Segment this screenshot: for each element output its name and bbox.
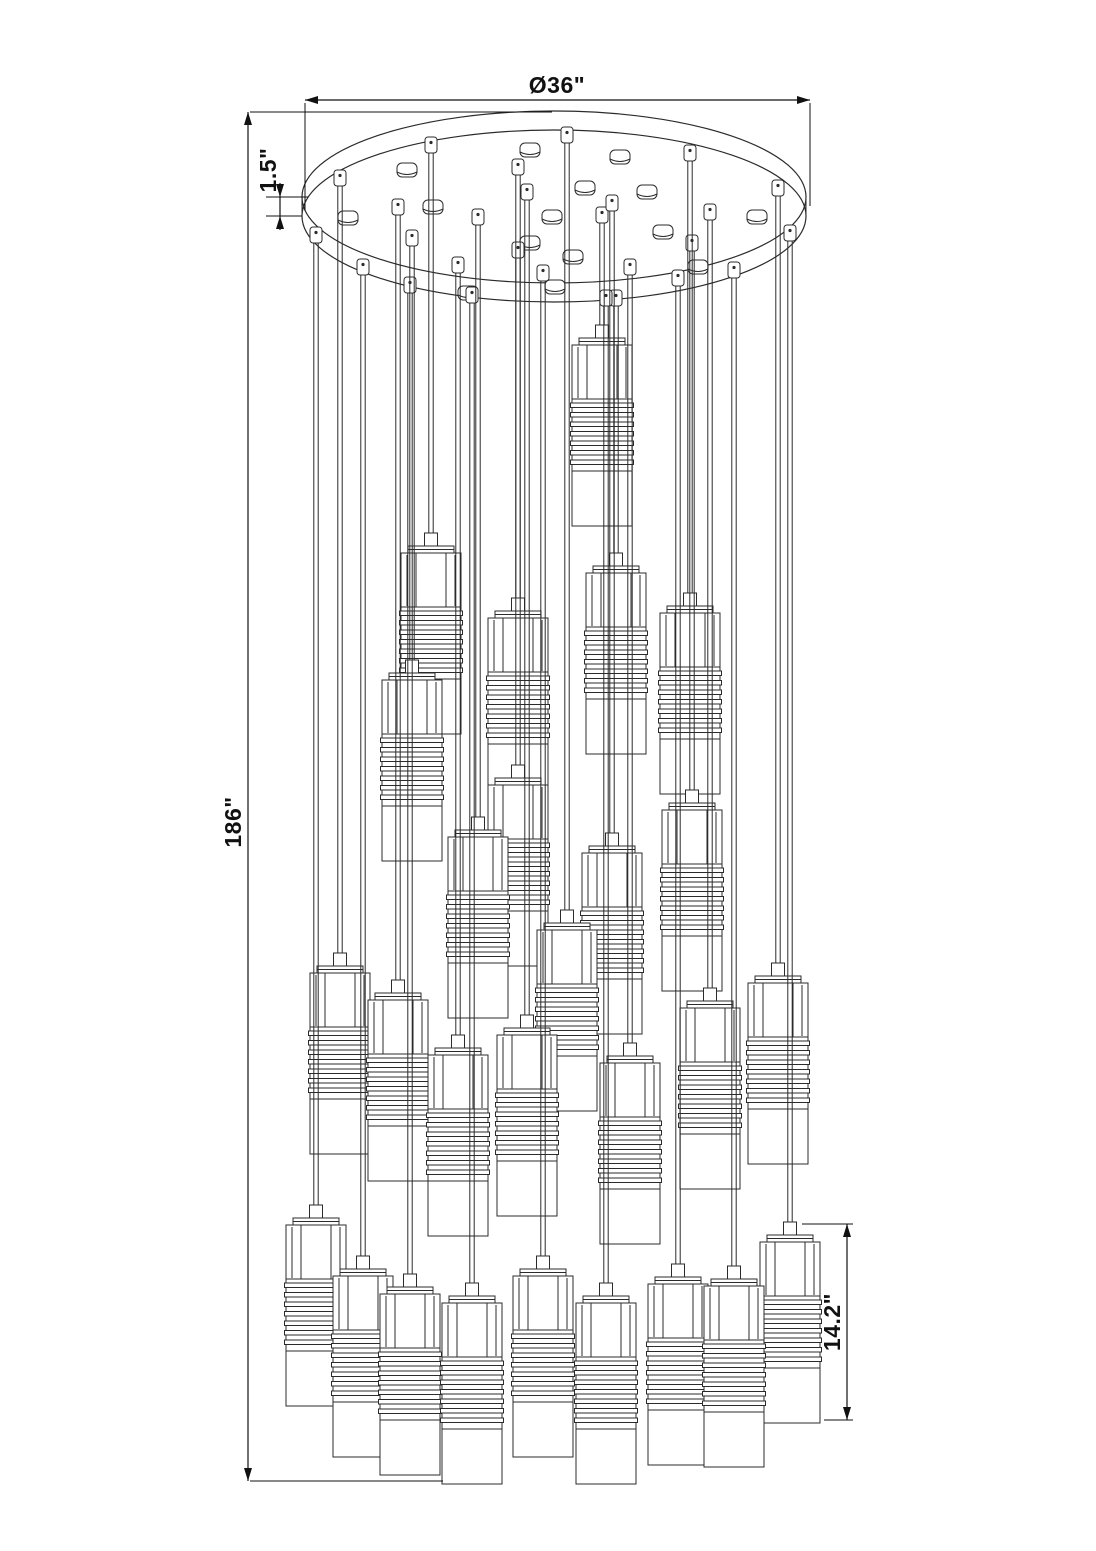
pendant-rib xyxy=(379,1352,442,1357)
dim-label-canopy-diameter: Ø36" xyxy=(528,72,586,98)
cord-grip xyxy=(357,259,369,275)
pendant-rib xyxy=(512,1363,575,1368)
mounting-knob xyxy=(610,150,630,164)
pendant-rib xyxy=(512,1344,575,1349)
pendant-rib xyxy=(585,679,648,684)
pendant-socket-neck xyxy=(357,1256,370,1270)
pendant-rib xyxy=(487,695,550,700)
dim-label-canopy-height: 1.5" xyxy=(255,147,281,193)
pendant-rib xyxy=(661,925,724,930)
pendant-rib xyxy=(585,669,648,674)
mounting-knob xyxy=(545,280,565,294)
pendant-rib xyxy=(367,1115,430,1120)
pendant-rib xyxy=(496,1141,559,1146)
pendant-rib xyxy=(759,1357,822,1362)
pendant-rib xyxy=(496,1093,559,1098)
dim-label-pendant-height: 14.2" xyxy=(819,1292,845,1352)
cord-grip xyxy=(728,262,740,278)
pendant-rib xyxy=(575,1418,638,1423)
pendant-rib xyxy=(703,1382,766,1387)
dim-label-overall-height: 186" xyxy=(220,796,246,848)
pendant-rib xyxy=(496,1131,559,1136)
pendant-socket-neck xyxy=(672,1264,685,1278)
pendant-rib xyxy=(759,1300,822,1305)
pendant-rib xyxy=(703,1401,766,1406)
cord-grip xyxy=(425,137,437,153)
pendant-rib xyxy=(747,1079,810,1084)
pendant-rib xyxy=(703,1363,766,1368)
pendant-socket-neck xyxy=(310,1205,323,1219)
pendant-rib xyxy=(441,1418,504,1423)
pendant-rib xyxy=(759,1319,822,1324)
pendant-rib xyxy=(496,1112,559,1117)
pendant-rib xyxy=(571,413,634,418)
cord-grip xyxy=(624,259,636,275)
pendant-rib xyxy=(571,432,634,437)
cord-grip xyxy=(537,265,549,281)
pendant-socket-neck xyxy=(610,553,623,567)
pendant-rib xyxy=(703,1392,766,1397)
pendant-rib xyxy=(575,1390,638,1395)
pendant-rib xyxy=(585,650,648,655)
pendant-rib xyxy=(512,1353,575,1358)
pendant-socket-neck xyxy=(404,1274,417,1288)
cord-grip xyxy=(392,199,404,215)
cord-grip xyxy=(772,180,784,196)
pendant-rib xyxy=(367,1106,430,1111)
pendant-rib xyxy=(367,1058,430,1063)
dimension-arrow xyxy=(797,96,810,104)
pendant-rib xyxy=(647,1371,710,1376)
pendant-rib xyxy=(496,1103,559,1108)
pendant-rib xyxy=(496,1150,559,1155)
pendant-rib xyxy=(487,686,550,691)
pendant-rib xyxy=(585,631,648,636)
dimension-arrow xyxy=(305,96,318,104)
pendant-rib xyxy=(703,1354,766,1359)
canopy-top-ellipse xyxy=(302,111,806,283)
pendant-rib xyxy=(747,1051,810,1056)
cord-grip xyxy=(512,159,524,175)
pendant-socket-neck xyxy=(392,980,405,994)
pendant-socket-neck xyxy=(596,325,609,339)
cord-grip xyxy=(521,184,533,200)
pendant-rib xyxy=(400,649,463,654)
pendant-rib xyxy=(487,714,550,719)
pendant-rib xyxy=(661,878,724,883)
pendant-rib xyxy=(759,1338,822,1343)
cord-grip xyxy=(672,270,684,286)
cord-grip xyxy=(452,257,464,273)
pendant-rib xyxy=(427,1142,490,1147)
pendant-socket-neck xyxy=(452,1035,465,1049)
pendant-rib xyxy=(379,1381,442,1386)
pendant-rib xyxy=(571,460,634,465)
pendant-rib xyxy=(379,1400,442,1405)
pendant-socket-neck xyxy=(704,988,717,1002)
cord-grip xyxy=(512,242,524,258)
pendant-rib xyxy=(441,1371,504,1376)
cord-grip xyxy=(784,225,796,241)
pendant-socket-neck xyxy=(600,1283,613,1297)
pendant-rib xyxy=(571,422,634,427)
dimension-arrow xyxy=(244,1468,252,1481)
pendant-rib xyxy=(427,1161,490,1166)
pendant-rib xyxy=(747,1098,810,1103)
pendant-rib xyxy=(759,1329,822,1334)
pendant-rib xyxy=(647,1380,710,1385)
pendant-rib xyxy=(661,897,724,902)
pendant-socket-neck xyxy=(512,598,525,612)
pendant-rib xyxy=(427,1132,490,1137)
mounting-knob xyxy=(542,210,562,224)
pendant-rib xyxy=(441,1409,504,1414)
pendant-rib xyxy=(487,676,550,681)
pendant-socket-neck xyxy=(425,533,438,547)
pendant-rib xyxy=(647,1342,710,1347)
pendant-rib xyxy=(367,1068,430,1073)
ceiling-canopy xyxy=(302,111,806,306)
pendant-rib xyxy=(647,1399,710,1404)
pendant-socket-neck xyxy=(521,1015,534,1029)
pendant-socket-neck xyxy=(606,833,619,847)
pendant-rib xyxy=(379,1371,442,1376)
mounting-knob xyxy=(653,225,673,239)
pendant-socket-neck xyxy=(334,953,347,967)
dimension-arrow xyxy=(843,1224,851,1237)
pendant-rib xyxy=(487,733,550,738)
pendant-rib xyxy=(379,1390,442,1395)
cord-grip xyxy=(406,230,418,246)
cord-grip xyxy=(472,209,484,225)
pendant-rib xyxy=(581,911,644,916)
pendant-rib xyxy=(759,1310,822,1315)
pendant-rib xyxy=(647,1390,710,1395)
pendant-rib xyxy=(747,1089,810,1094)
cord-grip xyxy=(310,227,322,243)
pendant-rib xyxy=(441,1361,504,1366)
pendant-rib xyxy=(441,1380,504,1385)
mounting-knob xyxy=(563,250,583,264)
pendant-socket-neck xyxy=(537,1256,550,1270)
pendant xyxy=(747,196,810,1164)
pendant-rib xyxy=(571,451,634,456)
pendant-rib xyxy=(400,640,463,645)
pendant-rib xyxy=(400,621,463,626)
pendant-socket-neck xyxy=(624,1043,637,1057)
pendant-socket-neck xyxy=(686,790,699,804)
pendant-rib xyxy=(427,1151,490,1156)
pendant-rib xyxy=(703,1373,766,1378)
pendant-rib xyxy=(759,1348,822,1353)
pendant-rib xyxy=(703,1344,766,1349)
pendant-rib xyxy=(487,724,550,729)
pendant-rib xyxy=(379,1362,442,1367)
mounting-knob xyxy=(520,143,540,157)
pendant-socket-neck xyxy=(466,1283,479,1297)
pendant-rib xyxy=(367,1096,430,1101)
pendant-rib xyxy=(512,1334,575,1339)
pendant-rib xyxy=(661,887,724,892)
pendant-rib xyxy=(747,1070,810,1075)
pendant-rib xyxy=(747,1041,810,1046)
fixture-geometry xyxy=(285,111,822,1484)
cord-grip xyxy=(704,204,716,220)
cord-grip xyxy=(606,195,618,211)
pendant-rib xyxy=(575,1380,638,1385)
pendant-rib xyxy=(661,916,724,921)
pendant-rib xyxy=(661,906,724,911)
dimension-arrow xyxy=(276,216,284,229)
pendant-rib xyxy=(571,441,634,446)
mounting-knob xyxy=(575,181,595,195)
pendant-rib xyxy=(747,1060,810,1065)
pendant-rib xyxy=(585,660,648,665)
mounting-knob xyxy=(338,211,358,225)
dimension-arrow xyxy=(843,1407,851,1420)
cord-grip xyxy=(334,170,346,186)
pendant-rib xyxy=(427,1113,490,1118)
pendant xyxy=(332,275,395,1457)
pendant-socket-neck xyxy=(472,817,485,831)
pendant-rib xyxy=(575,1399,638,1404)
pendant-rib xyxy=(585,641,648,646)
cord-grip xyxy=(684,145,696,161)
dimension-arrow xyxy=(244,112,252,125)
pendant-rib xyxy=(427,1170,490,1175)
pendant-rib xyxy=(647,1361,710,1366)
pendant-rib xyxy=(379,1409,442,1414)
cord-grip xyxy=(561,127,573,143)
pendant-rib xyxy=(400,630,463,635)
pendant-rib xyxy=(441,1390,504,1395)
pendant-rib xyxy=(575,1361,638,1366)
pendant-socket-neck xyxy=(728,1266,741,1280)
pendant-socket-neck xyxy=(784,1222,797,1236)
pendant-rib xyxy=(512,1391,575,1396)
pendant-rib xyxy=(661,868,724,873)
pendant-socket-neck xyxy=(512,765,525,779)
pendant-rib xyxy=(512,1372,575,1377)
pendant-socket-neck xyxy=(561,910,574,924)
mounting-knob xyxy=(397,163,417,177)
pendant-rib xyxy=(441,1399,504,1404)
pendant-socket-neck xyxy=(772,963,785,977)
mounting-knob xyxy=(637,185,657,199)
pendant-rib xyxy=(367,1087,430,1092)
pendant-rib xyxy=(571,403,634,408)
pendant-rib xyxy=(647,1352,710,1357)
pendant-rib xyxy=(487,705,550,710)
pendant-rib xyxy=(367,1077,430,1082)
pendant-rib xyxy=(585,688,648,693)
mounting-knob xyxy=(688,260,708,274)
pendant-rib xyxy=(400,611,463,616)
mounting-knob xyxy=(747,210,767,224)
pendant xyxy=(759,241,822,1423)
pendant-rib xyxy=(575,1371,638,1376)
pendant-rib xyxy=(575,1409,638,1414)
pendant-rib xyxy=(427,1123,490,1128)
pendant-rib xyxy=(512,1382,575,1387)
pendant-rib xyxy=(496,1122,559,1127)
